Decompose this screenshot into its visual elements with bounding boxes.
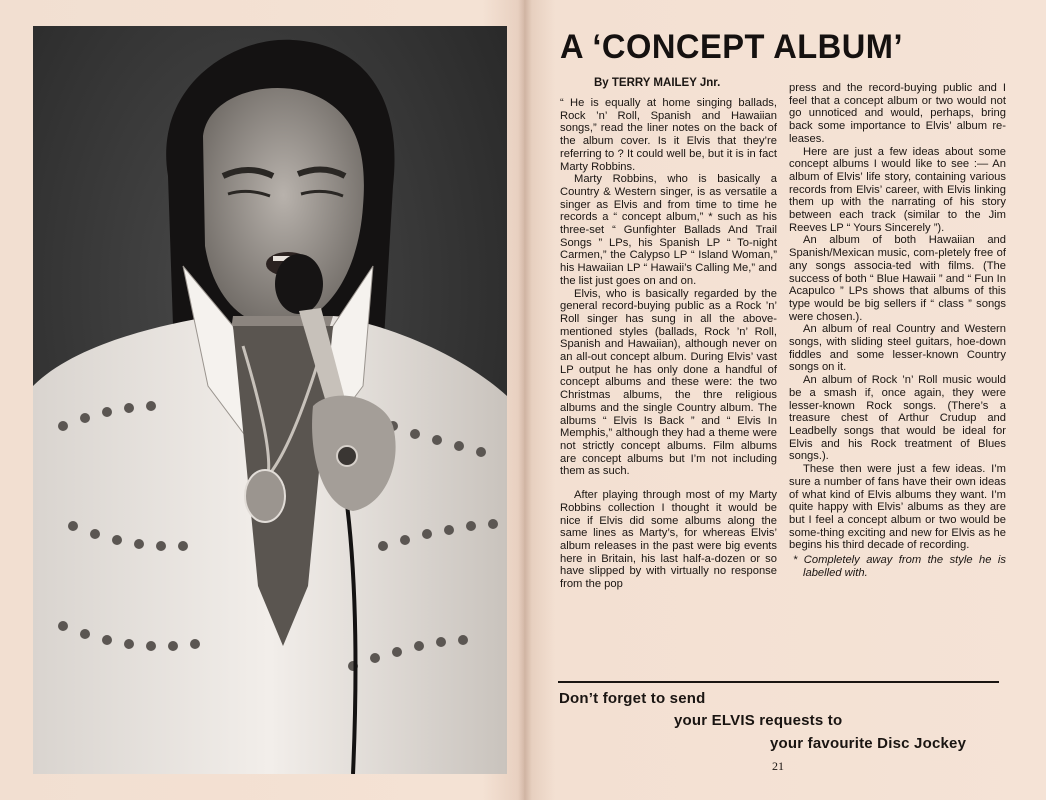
divider-rule bbox=[558, 681, 999, 683]
article-column-1 bbox=[560, 97, 777, 591]
paragraph: “ He is equally at home singing ballads, Rock ’n’ Roll, Spanish and Hawaiian songs,” read the liner notes on the back of the album cover. Is it Elvis that they’re referring to ? It could well be, but it is in fact Marty Robbins. bbox=[560, 97, 777, 173]
page-gutter bbox=[518, 0, 532, 800]
paragraph: An album of both Hawaiian and Spanish/Mexican music, com-pletely free of any songs associa-ted with films. (The success of both “ Blue Hawaii ” and “ Fun In Acapulco ” LPs shows that albums of this type would be big sellers if “ class ” songs were chosen.). bbox=[789, 234, 1007, 323]
paragraph: Marty Robbins, who is basically a Country & Western singer, is as versatile a singer as Elvis and from time to time he records a “ concept album,” * such as his three-set “ Gunfighter Ballads And Trail Songs ” LPs, his Spanish LP “ To-night Carmen,” the Calypso LP “ Island Woman,” his Hawaiian LP “ Hawaii’s Calling Me,” and the list just goes on and on. bbox=[560, 173, 777, 287]
paragraph: Here are just a few ideas about some concept albums I would like to see :— An album of Elvis’ life story, containing various records from Elvis’ career, with Elvis linking them up with the narrating of his story between each track (similar to the Jim Reeves LP “ Yours Sincerely ”). bbox=[789, 145, 1006, 234]
promo-line-2: your ELVIS requests to bbox=[674, 712, 843, 729]
singer-photo bbox=[33, 26, 507, 774]
promo-line-3: your favourite Disc Jockey bbox=[770, 735, 967, 752]
article-column-2 bbox=[789, 82, 1006, 579]
paragraph: An album of Rock ’n’ Roll music would be a smash if, once again, they were lesser-known Rock songs. (There’s a treasure chest of Arthur Crudup and Leadbelly songs that would be ideal for Elvis and his Rock treatment of Blues songs.). bbox=[789, 374, 1006, 463]
article-byline: By TERRY MAILEY Jnr. bbox=[594, 77, 721, 89]
paragraph: These then were just a few ideas. I’m sure a number of fans have their own ideas of what kind of Elvis albums they want. I’m quite happy with Elvis’ albums as they are but I feel a concept album or two would be some-thing exciting and new for Elvis as he begins his third decade of recording. bbox=[789, 463, 1006, 552]
paragraph: Elvis, who is basically regarded by the general record-buying public as a Rock ’n’ Roll singer has sung in all the above-mentioned styles (ballads, Rock ’n’ Roll, Spanish and Hawaiian), although never on an all-out concept album. During Elvis’ vast LP output he has only done a handful of concept albums and these were: the two Christmas albums, the thre religious albums and the single Country album. The albums “ Elvis Is Back ” and “ Elvis In Memphis,” although they had a theme were not strictly concept albums. Film albums are concept albums but I’m not including them as such. bbox=[560, 287, 777, 478]
paragraph: An album of real Country and Western songs, with sliding steel guitars, hoe-down fiddles and some lesser-known Country songs on it. bbox=[789, 323, 1006, 374]
paragraph: After playing through most of my Marty Robbins collection I thought it would be nice if Elvis did some albums along the same lines as Marty’s, for whereas Elvis’ album releases in the past were big events here in Britain, his last half-a-dozen or so have slipped by with virtually no response from the pop bbox=[560, 489, 777, 591]
paragraph: press and the record-buying public and I feel that a concept album or two would not go unnoticed and would, perhaps, bring back some importance to Elvis’ album re-leases. bbox=[789, 82, 1006, 145]
promo-line-1: Don’t forget to send bbox=[559, 690, 706, 707]
article-footnote: * Completely away from the style he is labelled with. bbox=[793, 554, 1006, 579]
singer-photo-illustration bbox=[33, 26, 507, 774]
article-headline: A ‘CONCEPT ALBUM’ bbox=[560, 28, 904, 66]
page-number: 21 bbox=[772, 759, 784, 773]
